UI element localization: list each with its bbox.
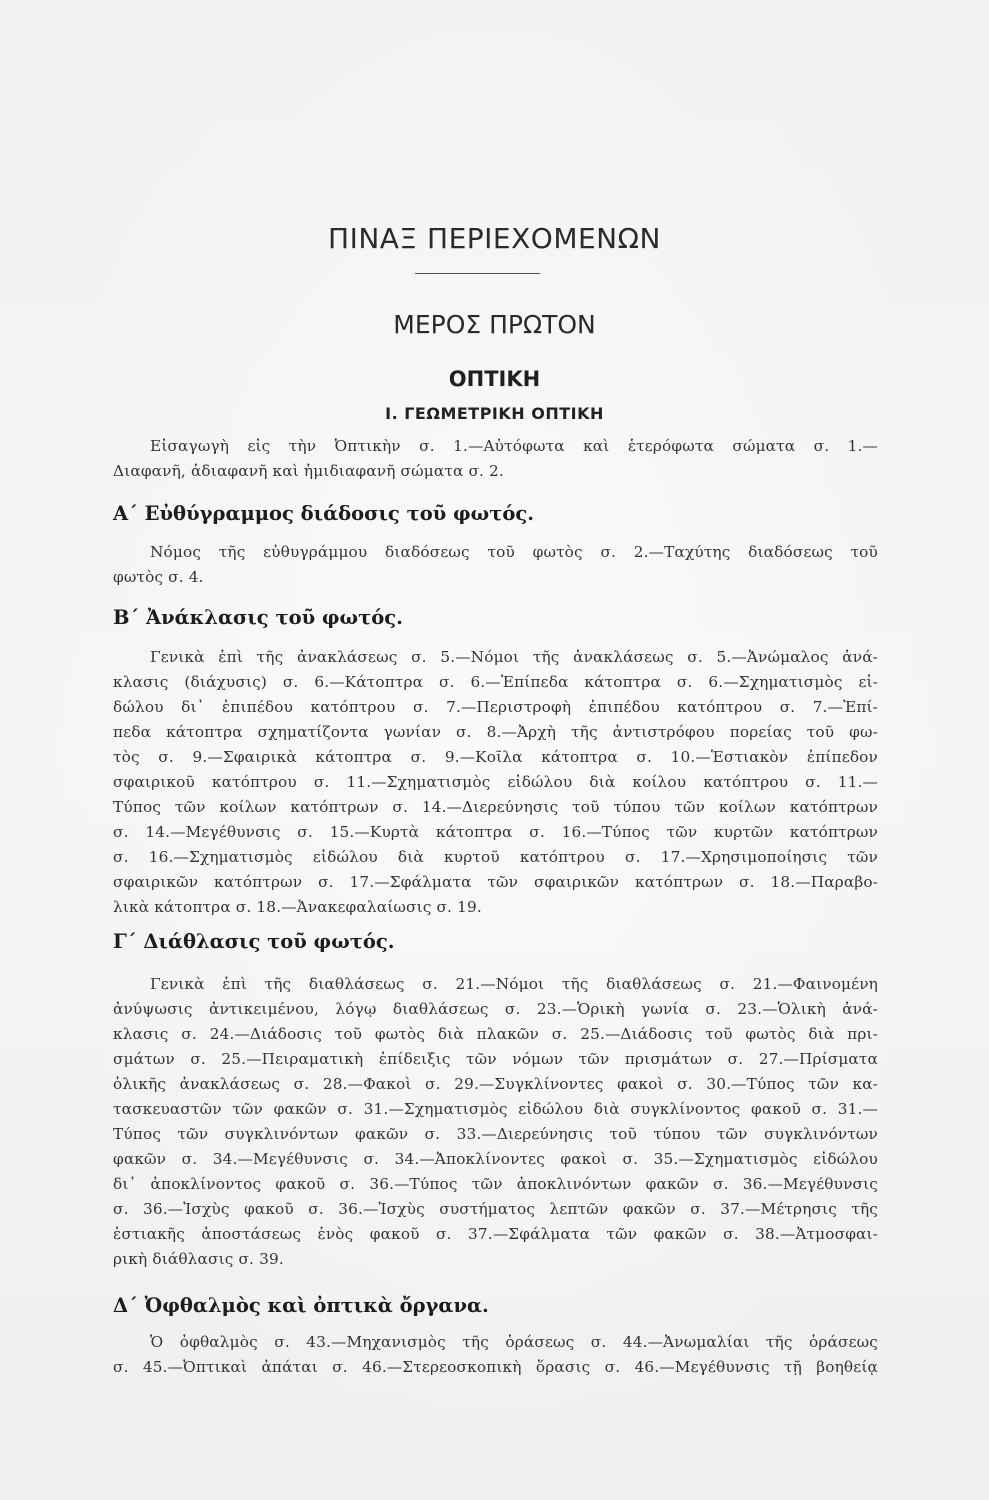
text-line: πεδα κάτοπτρα σχηματίζοντα γωνίαν σ. 8.—Ἀρχὴ τῆς ἀντιστρόφου πορείας τοῦ φω- <box>113 723 878 741</box>
text-line: κλασις (διάχυσις) σ. 6.—Κάτοπτρα σ. 6.—Ἐπίπεδα κάτοπτρα σ. 6.—Σχηματισμὸς εἰ- <box>113 673 878 691</box>
text-line: Γενικὰ ἐπὶ τῆς διαθλάσεως σ. 21.—Νόμοι τῆς διαθλάσεως σ. 21.—Φαινομένη <box>150 975 878 993</box>
chapter-b-paragraph <box>113 645 878 920</box>
chapter-heading-a: Α΄ Εὐθύγραμμος διάδοσις τοῦ φωτός. <box>113 502 535 525</box>
chapter-d-paragraph <box>113 1330 878 1380</box>
text-line: τασκευαστῶν τῶν φακῶν σ. 31.—Σχηματισμὸς εἰδώλου διὰ συγκλίνοντος φακοῦ σ. 31.— <box>113 1100 878 1118</box>
text-line: σφαιρικῶν κατόπτρων σ. 17.—Σφάλματα τῶν σφαιρικῶν κατόπτρων σ. 18.—Παραβο- <box>113 873 878 891</box>
text-line: ἑστιακῆς ἀποστάσεως ἑνὸς φακοῦ σ. 37.—Σφάλματα τῶν φακῶν σ. 38.—Ἀτμοσφαι- <box>113 1225 878 1243</box>
text-line: σμάτων σ. 25.—Πειραματικὴ ἐπίδειξις τῶν νόμων τῶν πρισμάτων σ. 27.—Πρίσματα <box>113 1050 878 1068</box>
text-line: δώλου δι᾽ ἐπιπέδου κατόπτρου σ. 7.—Περιστροφὴ ἐπιπέδου κατόπτρου σ. 7.—Ἐπί- <box>113 698 878 716</box>
text-line: Ὁ ὀφθαλμὸς σ. 43.—Μηχανισμὸς τῆς ὁράσεως σ. 44.—Ἀνωμαλίαι τῆς ὁράσεως <box>150 1333 878 1351</box>
page-title: ΠΙΝΑΞ ΠΕΡΙΕΧΟΜΕΝΩΝ <box>328 222 661 255</box>
chapter-c-paragraph <box>113 972 878 1272</box>
text-line: δι᾽ ἀποκλίνοντος φακοῦ σ. 36.—Τύπος τῶν ἀποκλινόντων φακῶν σ. 36.—Μεγέθυνσις <box>113 1175 878 1193</box>
chapter-heading-c: Γ΄ Διάθλασις τοῦ φωτός. <box>113 930 395 953</box>
text-line: σ. 16.—Σχηματισμὸς εἰδώλου διὰ κυρτοῦ κατόπτρου σ. 17.—Χρησιμοποίησις τῶν <box>113 848 878 866</box>
text-line: Νόμος τῆς εὐθυγράμμου διαδόσεως τοῦ φωτὸς σ. 2.—Ταχύτης διαδόσεως τοῦ <box>150 543 878 561</box>
chapter-heading-b: Β΄ Ἀνάκλασις τοῦ φωτός. <box>113 606 403 629</box>
text-line: Διαφανῆ, ἀδιαφανῆ καὶ ἡμιδιαφανῆ σώματα σ. 2. <box>113 462 504 480</box>
chapter-a-paragraph <box>113 540 878 590</box>
text-line: λικὰ κάτοπτρα σ. 18.—Ἀνακεφαλαίωσις σ. 19. <box>113 898 482 916</box>
subject-heading: ΟΠΤΙΚΗ <box>448 367 541 391</box>
text-line: ρικὴ διάθλασις σ. 39. <box>113 1250 284 1268</box>
text-line: σ. 36.—Ἰσχὺς φακοῦ σ. 36.—Ἰσχὺς συστήματος λεπτῶν φακῶν σ. 37.—Μέτρησις τῆς <box>113 1200 878 1218</box>
text-line: τὸς σ. 9.—Σφαιρικὰ κάτοπτρα σ. 9.—Κοῖλα κάτοπτρα σ. 10.—Ἑστιακὸν ἐπίπεδον <box>113 748 878 766</box>
text-line: Γενικὰ ἐπὶ τῆς ἀνακλάσεως σ. 5.—Νόμοι τῆς ἀνακλάσεως σ. 5.—Ἀνώμαλος ἀνά- <box>150 648 878 666</box>
text-line: φωτὸς σ. 4. <box>113 568 204 586</box>
text-line: φακῶν σ. 34.—Μεγέθυνσις σ. 34.—Ἀποκλίνοντες φακοὶ σ. 35.—Σχηματισμὸς εἰδώλου <box>113 1150 878 1168</box>
intro-paragraph <box>113 434 878 484</box>
section-heading: Ι. ΓΕΩΜΕΤΡΙΚΗ ΟΠΤΙΚΗ <box>385 404 604 423</box>
text-line: ὁλικῆς ἀνακλάσεως σ. 28.—Φακοὶ σ. 29.—Συγκλίνοντες φακοὶ σ. 30.—Τύπος τῶν κα- <box>113 1075 878 1093</box>
text-line: σφαιρικοῦ κατόπτρου σ. 11.—Σχηματισμὸς εἰδώλου διὰ κοίλου κατόπτρου σ. 11.— <box>113 773 878 791</box>
text-line: σ. 45.—Ὀπτικαὶ ἀπάται σ. 46.—Στερεοσκοπικὴ ὅρασις σ. 46.—Μεγέθυνσις τῇ βοηθείᾳ <box>113 1358 878 1376</box>
part-heading: ΜΕΡΟΣ ΠΡΩΤΟΝ <box>393 310 596 339</box>
text-line: Τύπος τῶν συγκλινόντων φακῶν σ. 33.—Διερεύνησις τοῦ τύπου τῶν συγκλινόντων <box>113 1125 878 1143</box>
text-line: σ. 14.—Μεγέθυνσις σ. 15.—Κυρτὰ κάτοπτρα σ. 16.—Τύπος τῶν κυρτῶν κατόπτρων <box>113 823 878 841</box>
text-line: κλασις σ. 24.—Διάδοσις τοῦ φωτὸς διὰ πλακῶν σ. 25.—Διάδοσις τοῦ φωτὸς διὰ πρι- <box>113 1025 878 1043</box>
chapter-heading-d: Δ΄ Ὀφθαλμὸς καὶ ὀπτικὰ ὄργανα. <box>113 1294 489 1317</box>
text-line: Τύπος τῶν κοίλων κατόπτρων σ. 14.—Διερεύνησις τοῦ τύπου τῶν κοίλων κατόπτρων <box>113 798 878 816</box>
text-line: Εἰσαγωγὴ εἰς τὴν Ὀπτικὴν σ. 1.—Αὐτόφωτα καὶ ἑτερόφωτα σώματα σ. 1.— <box>150 437 878 455</box>
text-line: ἀνύψωσις ἀντικειμένου, λόγῳ διαθλάσεως σ. 23.—Ὁρικὴ γωνία σ. 23.—Ὁλικὴ ἀνά- <box>113 1000 878 1018</box>
title-divider <box>415 273 540 274</box>
